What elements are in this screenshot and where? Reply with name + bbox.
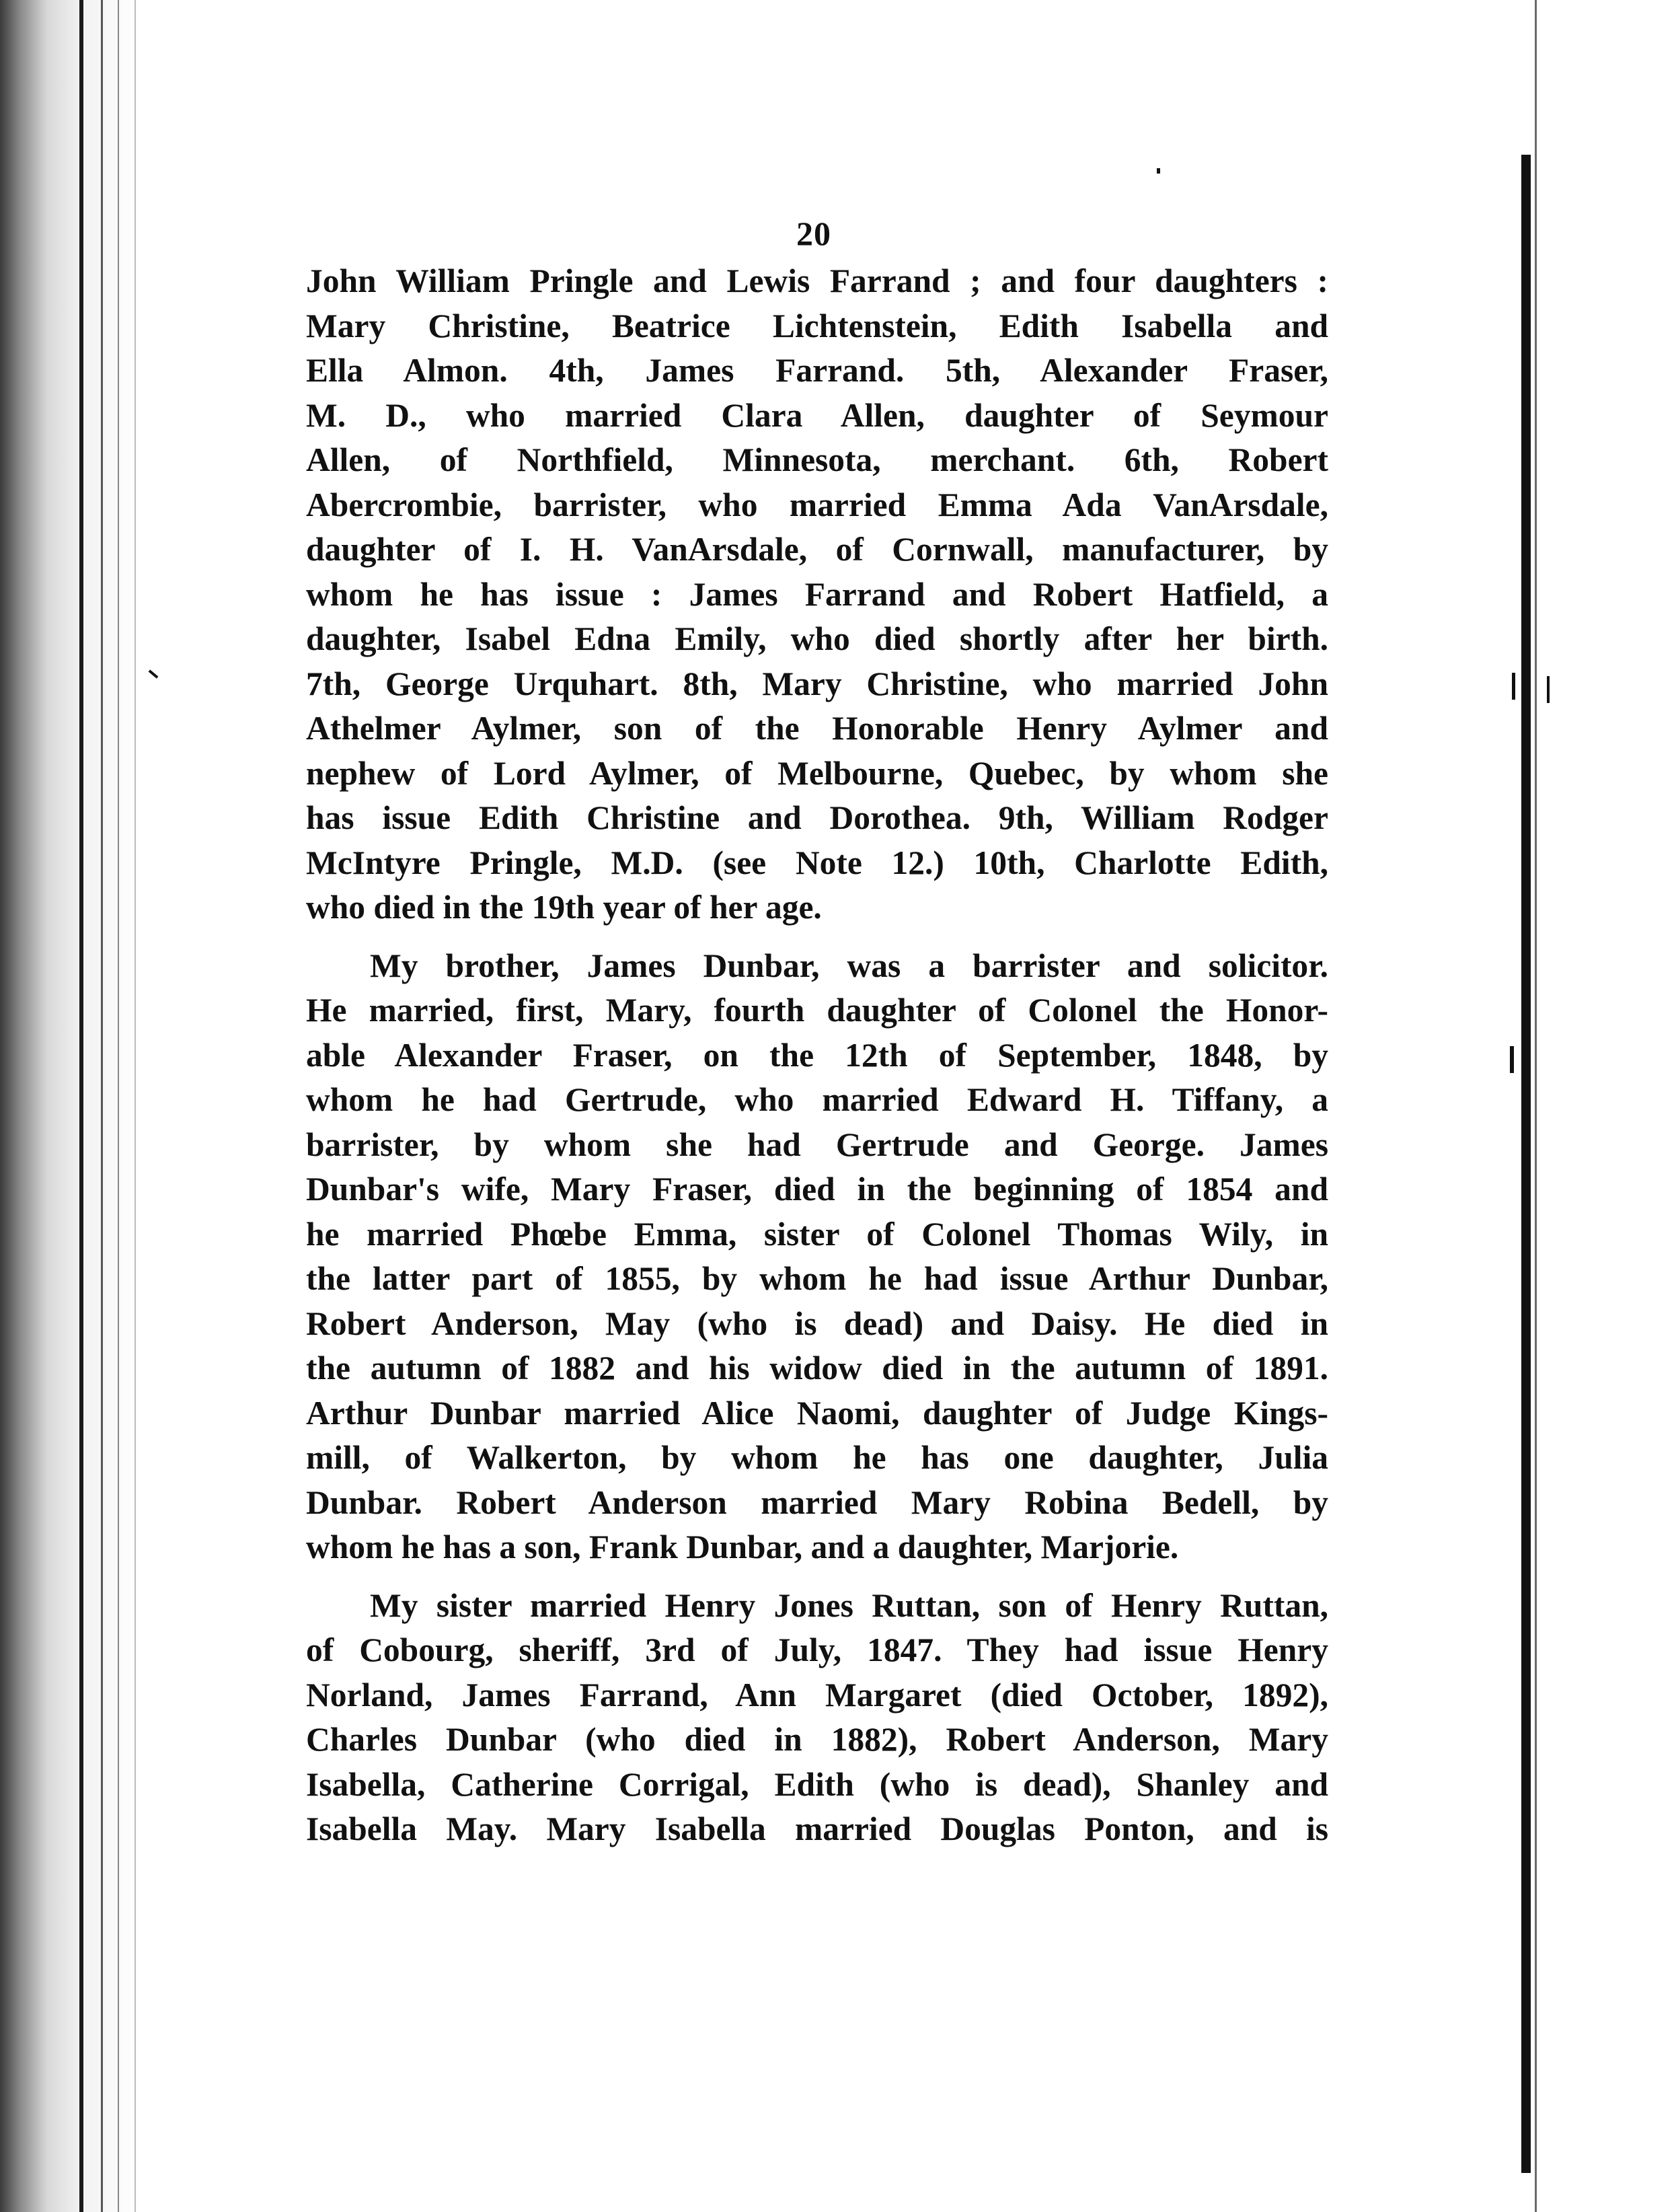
text-line: John William Pringle and Lewis Farrand ; and four daughters : (306, 262, 1328, 299)
text-line: of Cobourg, sheriff, 3rd of July, 1847. They had issue Henry (306, 1631, 1328, 1668)
text-line: McIntyre Pringle, M.D. (see Note 12.) 10th, Charlotte Edith, (306, 844, 1328, 881)
text-line: whom he had Gertrude, who married Edward H. Tiffany, a (306, 1081, 1328, 1118)
text-line: Charles Dunbar (who died in 1882), Robert Anderson, Mary (306, 1721, 1328, 1758)
page-edge-shadow (1521, 155, 1531, 2173)
text-line: whom he has issue : James Farrand and Robert Hatfield, a (306, 575, 1328, 613)
binding-edge-line (135, 0, 136, 2212)
scan-speck (1547, 676, 1550, 703)
binding-edge-line (118, 0, 119, 2212)
scan-speck (1157, 168, 1160, 174)
text-line: Robert Anderson, May (who is dead) and Daisy. He died in (306, 1304, 1328, 1342)
text-line: he married Phœbe Emma, sister of Colonel Thomas Wily, in (306, 1215, 1328, 1253)
facing-page-edge (1535, 0, 1537, 2212)
text-line: He married, first, Mary, fourth daughter of Colonel the Honor- (306, 992, 1328, 1029)
scan-speck (1510, 1046, 1514, 1073)
text-line: My sister married Henry Jones Ruttan, son of Henry Ruttan, (370, 1586, 1328, 1624)
text-line: barrister, by whom she had Gertrude and George. James (306, 1126, 1328, 1163)
text-line: whom he has a son, Frank Dunbar, and a daughter, Marjorie. (306, 1528, 1179, 1565)
text-line: M. D., who married Clara Allen, daughter of Seymour (306, 396, 1328, 434)
page-number: 20 (796, 215, 831, 252)
text-line: Dunbar's wife, Mary Fraser, died in the beginning of 1854 and (306, 1171, 1328, 1208)
text-line: My brother, James Dunbar, was a barrister and solicitor. (370, 947, 1328, 984)
text-line: mill, of Walkerton, by whom he has one daughter, Julia (306, 1439, 1328, 1476)
text-line: has issue Edith Christine and Dorothea. 9th, William Rodger (306, 799, 1328, 836)
binding-edge-line (101, 0, 103, 2212)
text-line: daughter of I. H. VanArsdale, of Cornwall, manufacturer, by (306, 531, 1328, 568)
binding-edge-line (79, 0, 83, 2212)
text-line: Dunbar. Robert Anderson married Mary Robina Bedell, by (306, 1483, 1328, 1521)
text-line: the latter part of 1855, by whom he had issue Arthur Dunbar, (306, 1260, 1328, 1297)
text-line: nephew of Lord Aylmer, of Melbourne, Quebec, by whom she (306, 754, 1328, 792)
binding-shadow (0, 0, 141, 2212)
scan-speck (149, 669, 159, 678)
facing-page-margin (1537, 0, 1676, 2212)
text-line: the autumn of 1882 and his widow died in the autumn of 1891. (306, 1350, 1328, 1387)
text-line: able Alexander Fraser, on the 12th of September, 1848, by (306, 1036, 1328, 1074)
text-line: 7th, George Urquhart. 8th, Mary Christine, who married John (306, 665, 1328, 702)
text-line: Isabella, Catherine Corrigal, Edith (who is dead), Shanley and (306, 1765, 1328, 1803)
text-line: Isabella May. Mary Isabella married Douglas Ponton, and is (306, 1810, 1328, 1847)
text-line: Norland, James Farrand, Ann Margaret (died October, 1892), (306, 1676, 1328, 1713)
text-line: Athelmer Aylmer, son of the Honorable Henry Aylmer and (306, 710, 1328, 747)
scan-speck (1512, 673, 1515, 700)
text-line: Abercrombie, barrister, who married Emma Ada VanArsdale, (306, 486, 1328, 523)
text-line: Mary Christine, Beatrice Lichtenstein, Edith Isabella and (306, 307, 1328, 344)
text-line: Ella Almon. 4th, James Farrand. 5th, Alexander Fraser, (306, 352, 1328, 389)
text-line: Allen, of Northfield, Minnesota, merchant. 6th, Robert (306, 441, 1328, 478)
text-line: who died in the 19th year of her age. (306, 889, 822, 926)
text-line: daughter, Isabel Edna Emily, who died shortly after her birth. (306, 620, 1328, 657)
body-text (306, 259, 1328, 1852)
text-line: Arthur Dunbar married Alice Naomi, daughter of Judge Kings- (306, 1394, 1328, 1432)
